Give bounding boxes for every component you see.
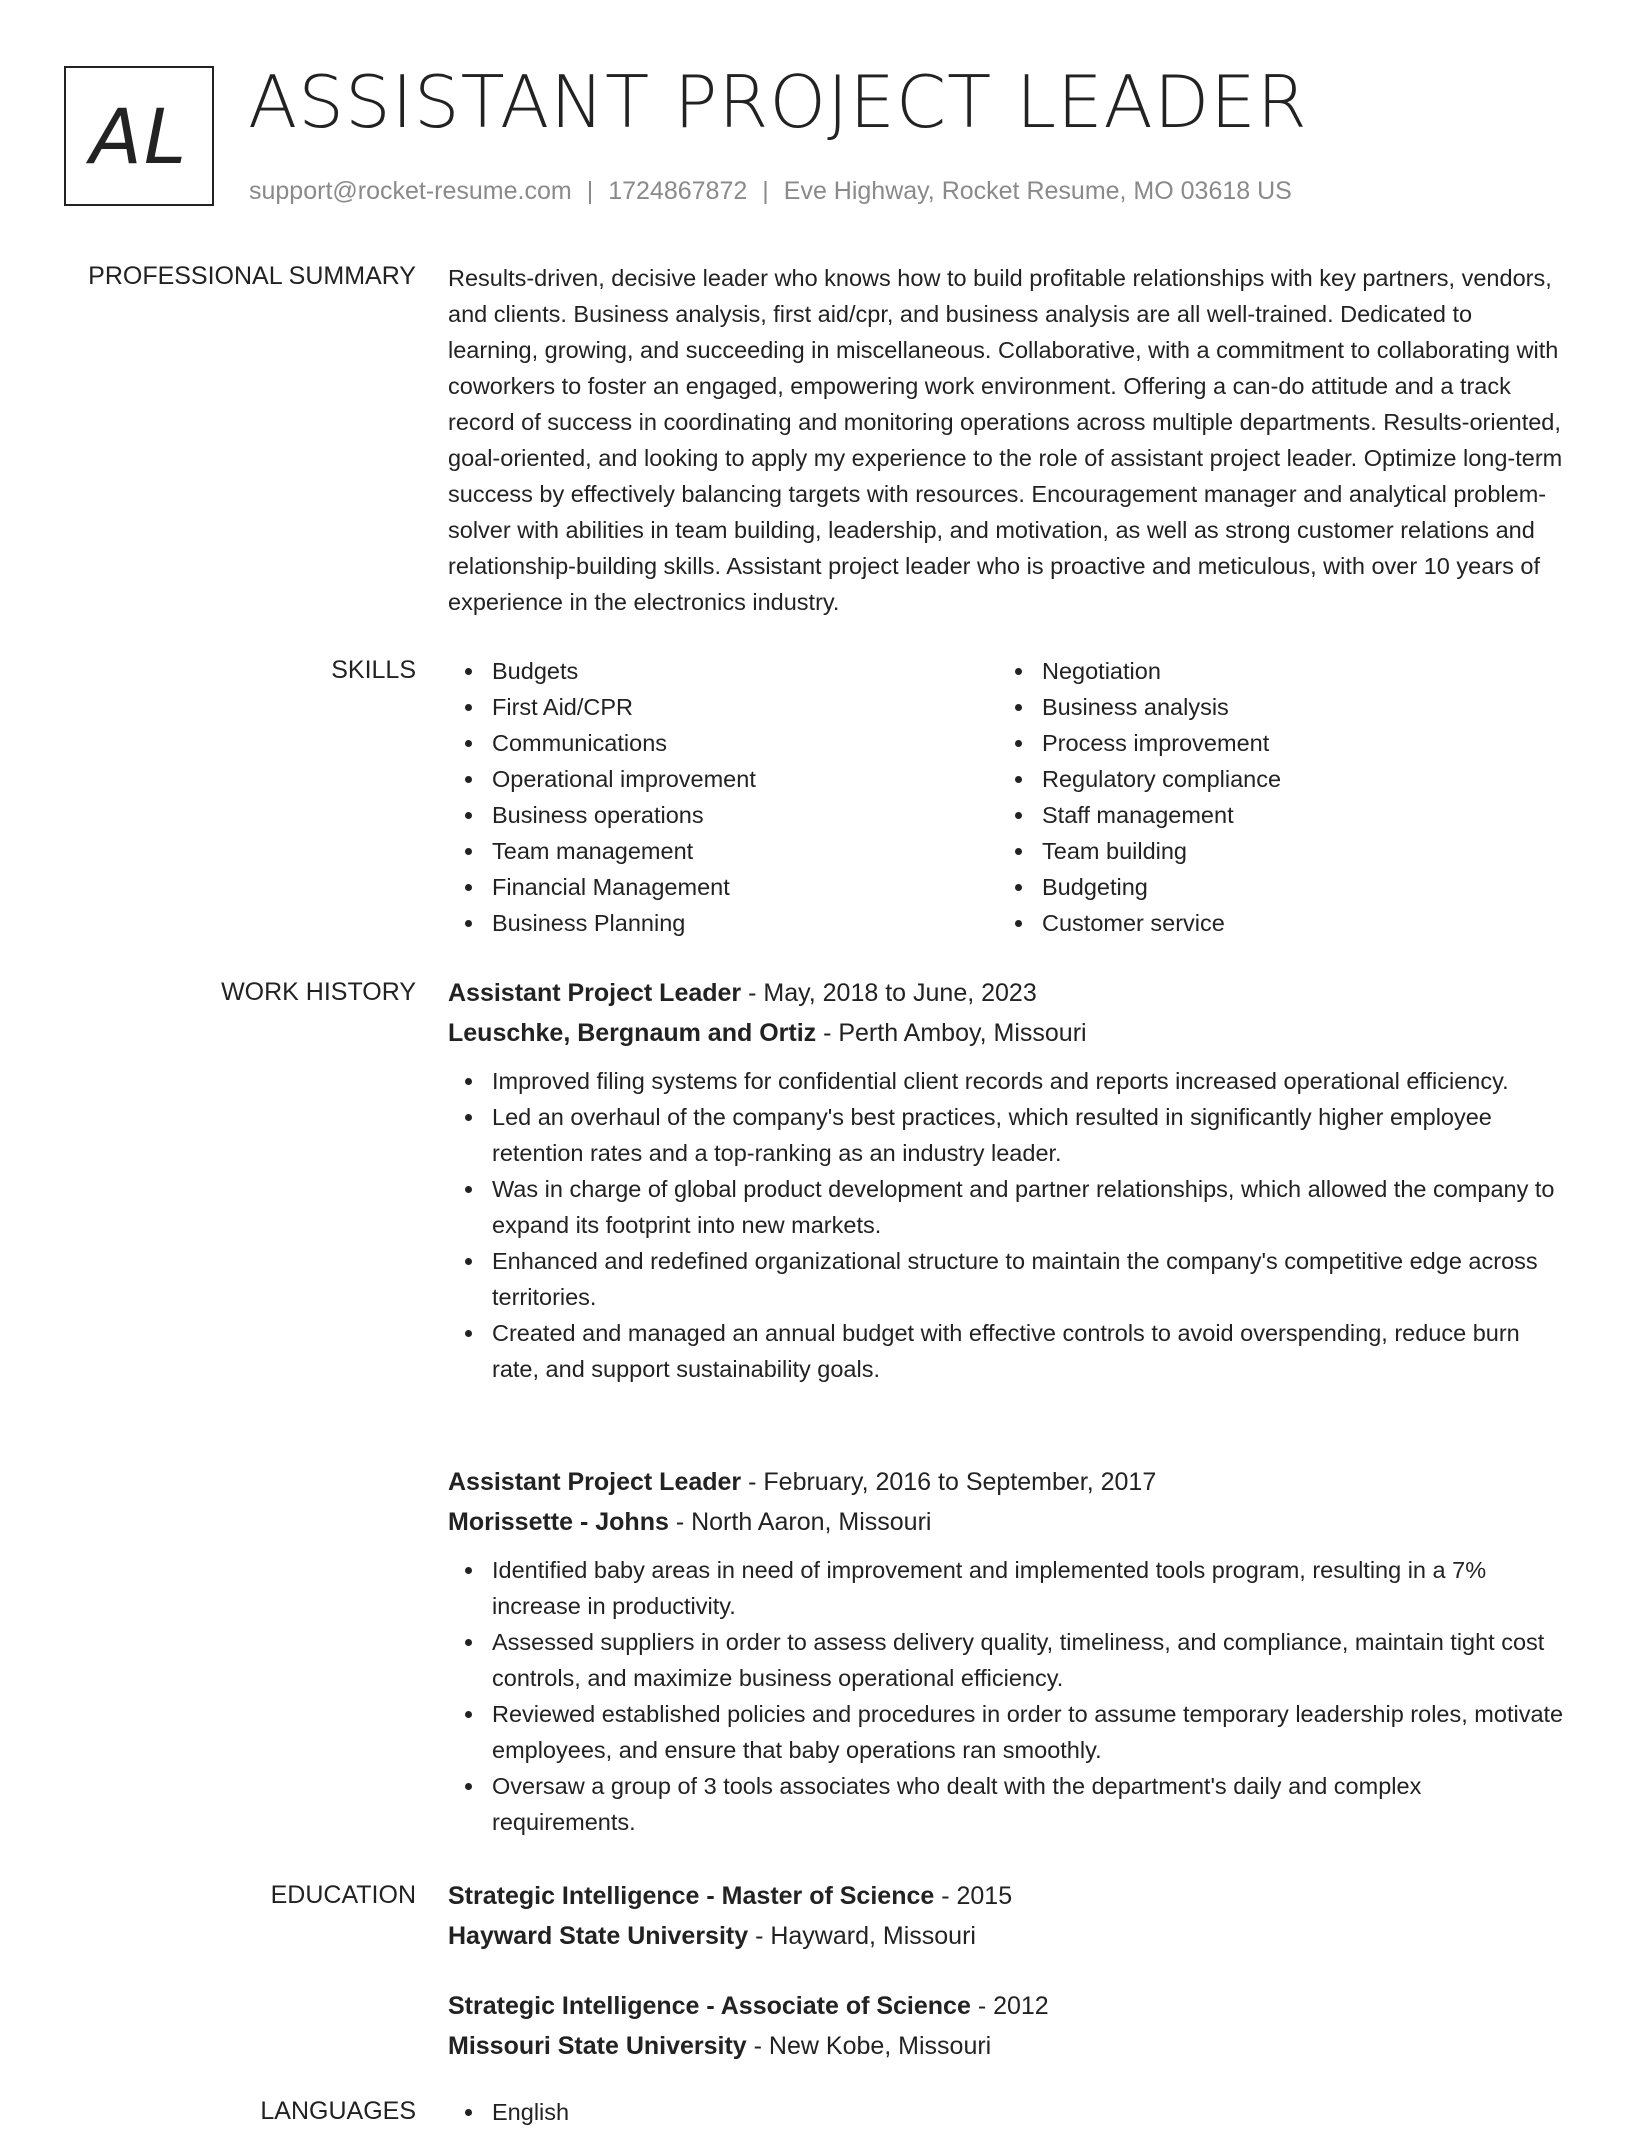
education-degree: Strategic Intelligence - Master of Science xyxy=(448,1882,935,1910)
job-bullet: Created and managed an annual budget with effective controls to avoid overspending, reduce burn rate, and support sustainability goals. xyxy=(448,1315,1568,1387)
section-label-languages: LANGUAGES xyxy=(260,2097,416,2125)
language-item: English xyxy=(448,2094,1568,2130)
summary-text: Results-driven, decisive leader who knows how to build profitable relationships with key partners, vendors, and clients. Business analysis, first aid/cpr, and business analysis are all well-trained. Dedicated to learning, growing, and succeeding in miscellaneous. Collaborative, with a commitment to collaborating with coworkers to foster an engaged, empowering work environment. Offering a can-do attitude and a track record of success in coordinating and monitoring operations across multiple departments. Results-oriented, goal-oriented, and looking to apply my experience to the role of assistant project leader. Optimize long-term success by effectively balancing targets with resources. Encouragement manager and analytical problem-solver with abilities in team building, leadership, and motivation, as well as strong customer relations and relationship-building skills. Assistant project leader who is proactive and meticulous, with over 10 years of experience in the electronics industry. xyxy=(448,265,1563,615)
skill-item: Process improvement xyxy=(998,725,1548,761)
contact-phone: 1724867872 xyxy=(608,177,748,205)
job-location: - Perth Amboy, Missouri xyxy=(816,1019,1087,1047)
education-degree: Strategic Intelligence - Associate of Science xyxy=(448,1992,971,2020)
job-dates: - May, 2018 to June, 2023 xyxy=(741,979,1037,1007)
skill-item: Business analysis xyxy=(998,689,1548,725)
section-label-work-history: WORK HISTORY xyxy=(221,978,416,1006)
job-title: Assistant Project Leader xyxy=(448,979,742,1007)
job-title: Assistant Project Leader xyxy=(448,1468,742,1496)
job-company-line xyxy=(448,1013,1568,1053)
job-bullet: Was in charge of global product development and partner relationships, which allowed the company to expand its footprint into new markets. xyxy=(448,1171,1568,1243)
education-school-line xyxy=(448,2026,1568,2066)
skill-item: Staff management xyxy=(998,797,1548,833)
job-bullet: Enhanced and redefined organizational structure to maintain the company's competitive edge across territories. xyxy=(448,1243,1568,1315)
monogram-initials: AL xyxy=(64,66,214,206)
job-bullet: Identified baby areas in need of improvement and implemented tools program, resulting in a 7% increase in productivity. xyxy=(448,1552,1568,1624)
skill-item: First Aid/CPR xyxy=(448,689,998,725)
job-company-line xyxy=(448,1502,1568,1542)
job-location: - North Aaron, Missouri xyxy=(668,1508,932,1536)
skill-item: Team management xyxy=(448,833,998,869)
skills-column-left xyxy=(448,653,998,941)
job-company: Leuschke, Bergnaum and Ortiz xyxy=(448,1019,817,1047)
skill-item: Budgeting xyxy=(998,869,1548,905)
education-degree-line xyxy=(448,1876,1568,1916)
skill-item: Negotiation xyxy=(998,653,1548,689)
education-school: Hayward State University xyxy=(448,1922,749,1950)
contact-separator: | xyxy=(762,177,769,205)
section-label-education: EDUCATION xyxy=(270,1881,416,1909)
job-bullet: Assessed suppliers in order to assess delivery quality, timeliness, and compliance, maintain tight cost controls, and maximize business operational efficiency. xyxy=(448,1624,1568,1696)
education-school-line xyxy=(448,1916,1568,1956)
skill-item: Operational improvement xyxy=(448,761,998,797)
contact-address: Eve Highway, Rocket Resume, MO 03618 US xyxy=(783,177,1292,205)
languages-list xyxy=(448,2094,1568,2130)
section-label-skills: SKILLS xyxy=(331,656,416,684)
work-entry xyxy=(448,1462,1568,1840)
education-school: Missouri State University xyxy=(448,2032,747,2060)
resume-title: ASSISTANT PROJECT LEADER xyxy=(248,60,1308,144)
job-title-line xyxy=(448,1462,1568,1502)
contact-email: support@rocket-resume.com xyxy=(249,177,572,205)
job-company: Morissette - Johns xyxy=(448,1508,669,1536)
education-location: - Hayward, Missouri xyxy=(748,1922,976,1950)
skill-item: Communications xyxy=(448,725,998,761)
job-bullet: Improved filing systems for confidential client records and reports increased operational efficiency. xyxy=(448,1063,1568,1099)
skill-item: Customer service xyxy=(998,905,1548,941)
skills-list xyxy=(448,653,1568,941)
job-bullet: Oversaw a group of 3 tools associates who dealt with the department's daily and complex requirements. xyxy=(448,1768,1568,1840)
skills-column-right xyxy=(998,653,1548,941)
job-bullets xyxy=(448,1063,1568,1387)
education-entry xyxy=(448,1986,1568,2066)
job-dates: - February, 2016 to September, 2017 xyxy=(741,1468,1157,1496)
job-bullet: Led an overhaul of the company's best practices, which resulted in significantly higher employee retention rates and a top-ranking as an industry leader. xyxy=(448,1099,1568,1171)
education-entry xyxy=(448,1876,1568,1956)
skill-item: Financial Management xyxy=(448,869,998,905)
education-location: - New Kobe, Missouri xyxy=(746,2032,992,2060)
contact-separator: | xyxy=(586,177,594,205)
work-entry xyxy=(448,973,1568,1387)
skill-item: Budgets xyxy=(448,653,998,689)
skill-item: Business Planning xyxy=(448,905,998,941)
job-bullets xyxy=(448,1552,1568,1840)
job-title-line xyxy=(448,973,1568,1013)
section-label-summary: PROFESSIONAL SUMMARY xyxy=(88,262,416,290)
skill-item: Regulatory compliance xyxy=(998,761,1548,797)
skill-item: Team building xyxy=(998,833,1548,869)
education-year: - 2012 xyxy=(970,1992,1049,2020)
education-year: - 2015 xyxy=(934,1882,1013,1910)
skill-item: Business operations xyxy=(448,797,998,833)
education-degree-line xyxy=(448,1986,1568,2026)
contact-line xyxy=(249,174,1292,208)
job-bullet: Reviewed established policies and procedures in order to assume temporary leadership roles, motivate employees, and ensure that baby operations ran smoothly. xyxy=(448,1696,1568,1768)
